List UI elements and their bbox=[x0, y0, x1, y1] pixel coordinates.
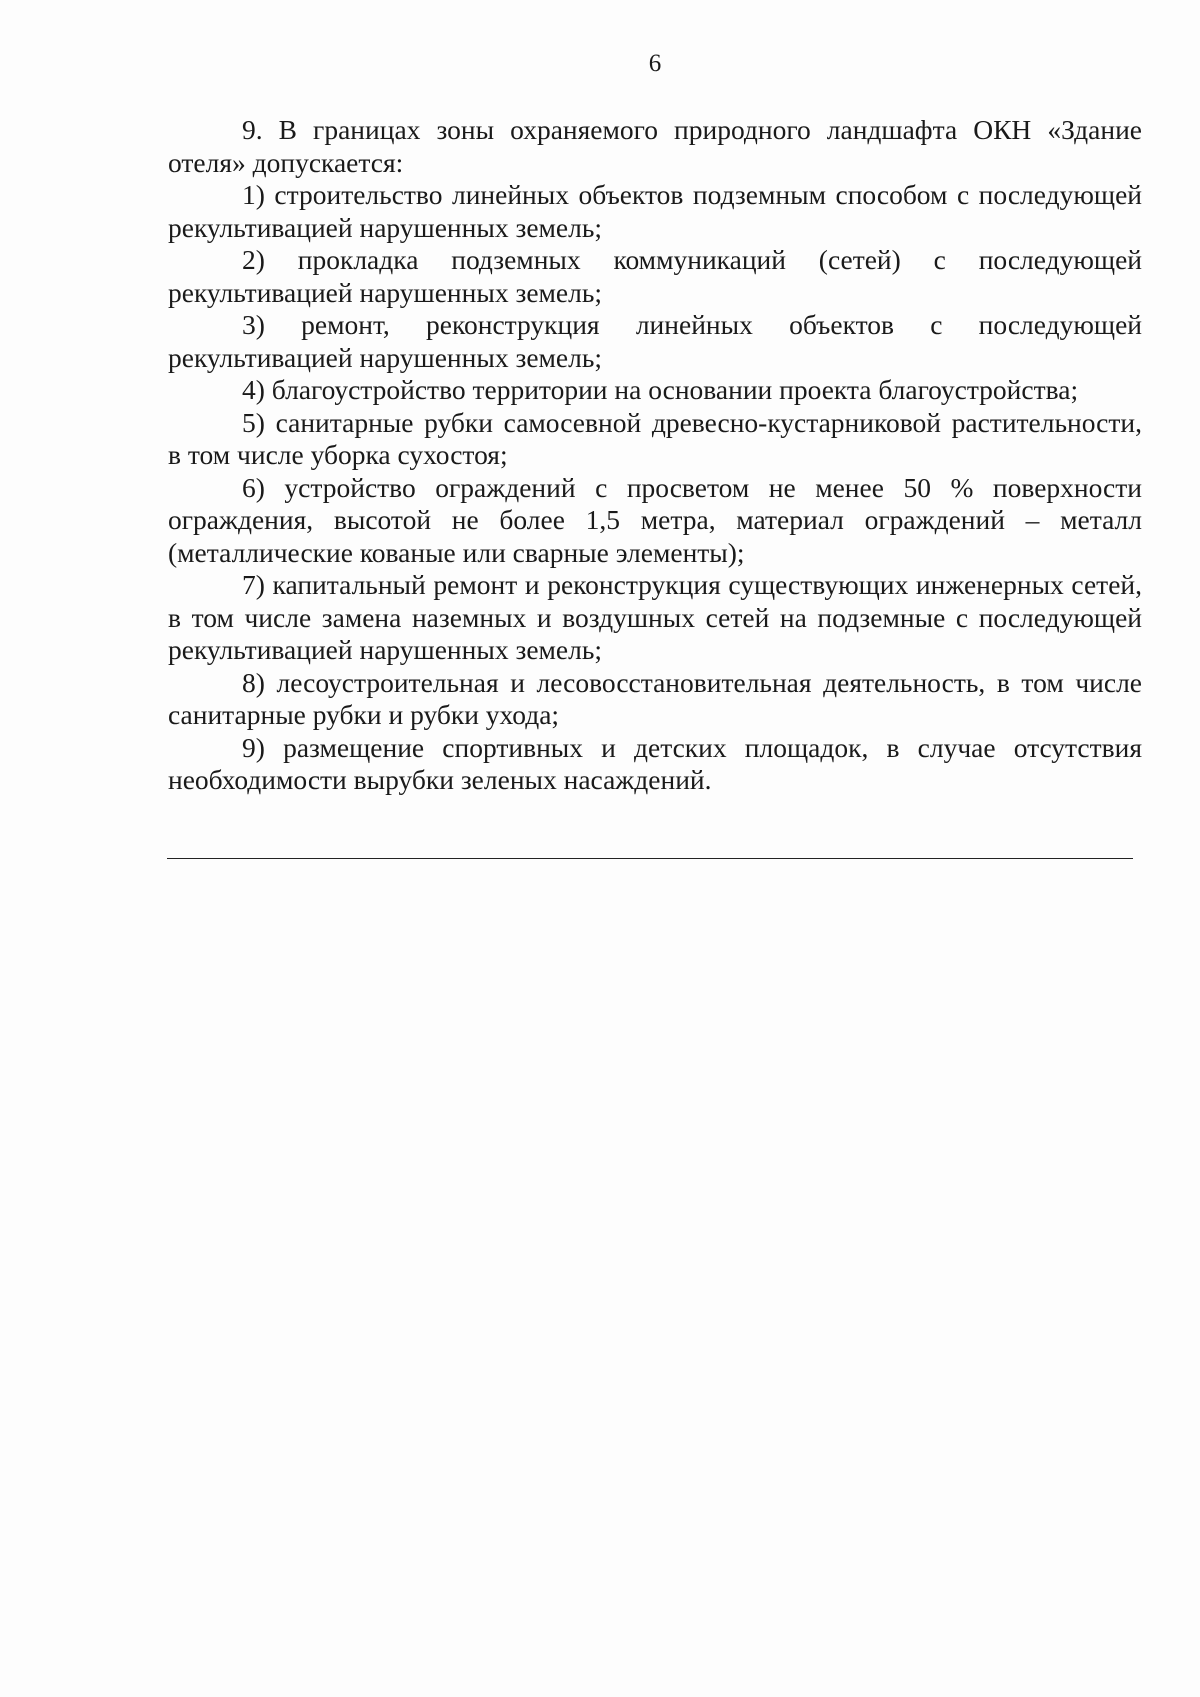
paragraph-item-6: 6) устройство ограждений с просветом не менее 50 % поверхности ограждения, высотой не более 1,5 метра, материал ограждений – металл (металлические кованые или сварные элементы); bbox=[168, 471, 1142, 568]
paragraph-item-5: 5) санитарные рубки самосевной древесно-кустарниковой растительности, в том числе уборка сухостоя; bbox=[168, 406, 1142, 470]
paragraph-item-2: 2) прокладка подземных коммуникаций (сетей) с последующей рекультивацией нарушенных земель; bbox=[168, 244, 1142, 308]
paragraph-item-7: 7) капитальный ремонт и реконструкция существующих инженерных сетей, в том числе замена наземных и воздушных сетей на подземные с последующей рекультивацией нарушенных земель; bbox=[168, 569, 1142, 665]
document-body bbox=[168, 114, 1142, 797]
paragraph-item-4: 4) благоустройство территории на основании проекта благоустройства; bbox=[242, 374, 1079, 405]
paragraph-clause-9: 9. В границах зоны охраняемого природного ландшафта ОКН «Здание отеля» допускается: bbox=[168, 114, 1142, 178]
paragraph-item-8: 8) лесоустроительная и лесовосстановительная деятельность, в том числе санитарные рубки и рубки ухода; bbox=[168, 666, 1142, 730]
paragraph-item-3: 3) ремонт, реконструкция линейных объектов с последующей рекультивацией нарушенных земель; bbox=[168, 309, 1142, 373]
page-number: 6 bbox=[648, 50, 662, 77]
end-of-text-divider bbox=[167, 858, 1133, 859]
paragraph-item-1: 1) строительство линейных объектов подземным способом с последующей рекультивацией нарушенных земель; bbox=[168, 179, 1142, 243]
paragraph-item-9: 9) размещение спортивных и детских площадок, в случае отсутствия необходимости вырубки зеленых насаждений. bbox=[168, 731, 1142, 795]
